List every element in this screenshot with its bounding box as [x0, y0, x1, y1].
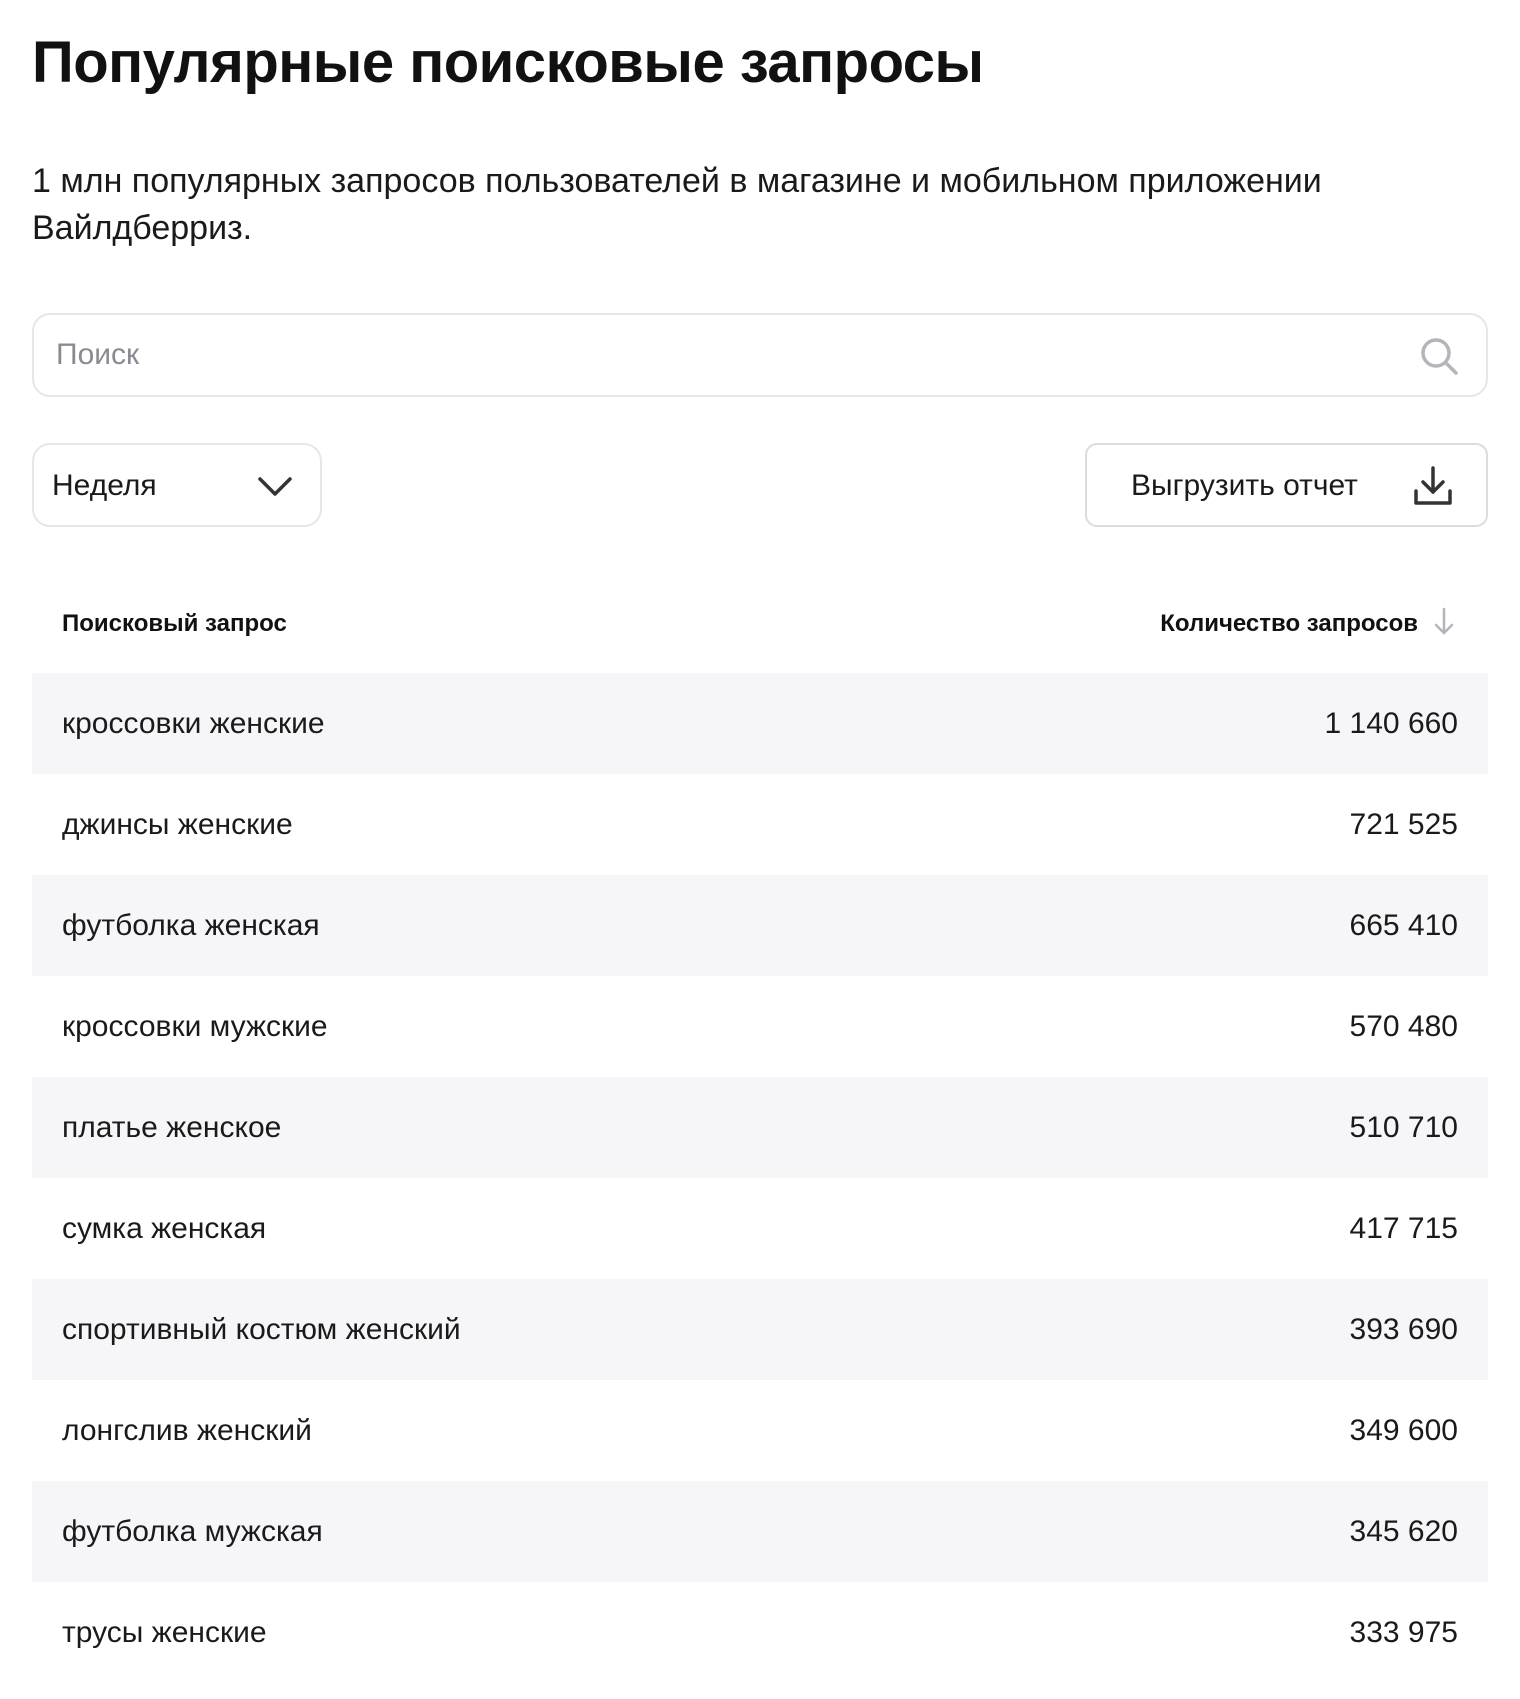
period-select-value: Неделя — [52, 469, 157, 502]
table-row[interactable] — [32, 673, 1488, 774]
row-query: лонгслив женский — [62, 1414, 312, 1447]
column-header-count[interactable]: Количество запросов — [1160, 610, 1418, 637]
row-query: кроссовки мужские — [62, 1010, 328, 1043]
row-query: кроссовки женские — [62, 707, 325, 740]
column-header-query: Поисковый запрос — [62, 610, 287, 637]
row-count: 349 600 — [1349, 1414, 1458, 1447]
download-icon — [1412, 465, 1454, 507]
period-select[interactable] — [32, 443, 322, 527]
table-row[interactable] — [32, 1481, 1488, 1582]
search-box[interactable] — [32, 313, 1488, 397]
page-subtitle: 1 млн популярных запросов пользователей в магазине и мобильном приложении Вайлдберриз. — [32, 162, 1322, 247]
row-count: 510 710 — [1349, 1111, 1458, 1144]
row-count: 665 410 — [1349, 909, 1458, 942]
row-query: футболка мужская — [62, 1515, 323, 1548]
row-count: 393 690 — [1349, 1313, 1458, 1346]
table-row[interactable] — [32, 774, 1488, 875]
table-row[interactable] — [32, 1582, 1488, 1683]
export-report-button[interactable] — [1085, 443, 1488, 527]
table-row[interactable] — [32, 976, 1488, 1077]
table-row[interactable] — [32, 1178, 1488, 1279]
table-row[interactable] — [32, 875, 1488, 976]
row-query: футболка женская — [62, 909, 320, 942]
page-title: Популярные поисковые запросы — [32, 30, 984, 95]
export-report-label: Выгрузить отчет — [1131, 469, 1358, 502]
row-count: 345 620 — [1349, 1515, 1458, 1548]
row-count: 570 480 — [1349, 1010, 1458, 1043]
chevron-down-icon — [256, 471, 294, 503]
row-query: трусы женские — [62, 1616, 267, 1649]
table-row[interactable] — [32, 1279, 1488, 1380]
search-input[interactable] — [56, 329, 1386, 381]
row-count: 333 975 — [1349, 1616, 1458, 1649]
search-queries-table — [32, 583, 1488, 1683]
table-row[interactable] — [32, 1380, 1488, 1481]
table-header — [32, 583, 1488, 673]
table-row[interactable] — [32, 1077, 1488, 1178]
row-count: 417 715 — [1349, 1212, 1458, 1245]
arrow-down-icon[interactable] — [1430, 605, 1458, 639]
row-query: сумка женская — [62, 1212, 267, 1245]
row-count: 721 525 — [1349, 808, 1458, 841]
search-icon[interactable] — [1418, 335, 1460, 377]
row-query: спортивный костюм женский — [62, 1313, 461, 1346]
row-query: джинсы женские — [62, 808, 293, 841]
row-count: 1 140 660 — [1324, 707, 1458, 740]
row-query: платье женское — [62, 1111, 282, 1144]
